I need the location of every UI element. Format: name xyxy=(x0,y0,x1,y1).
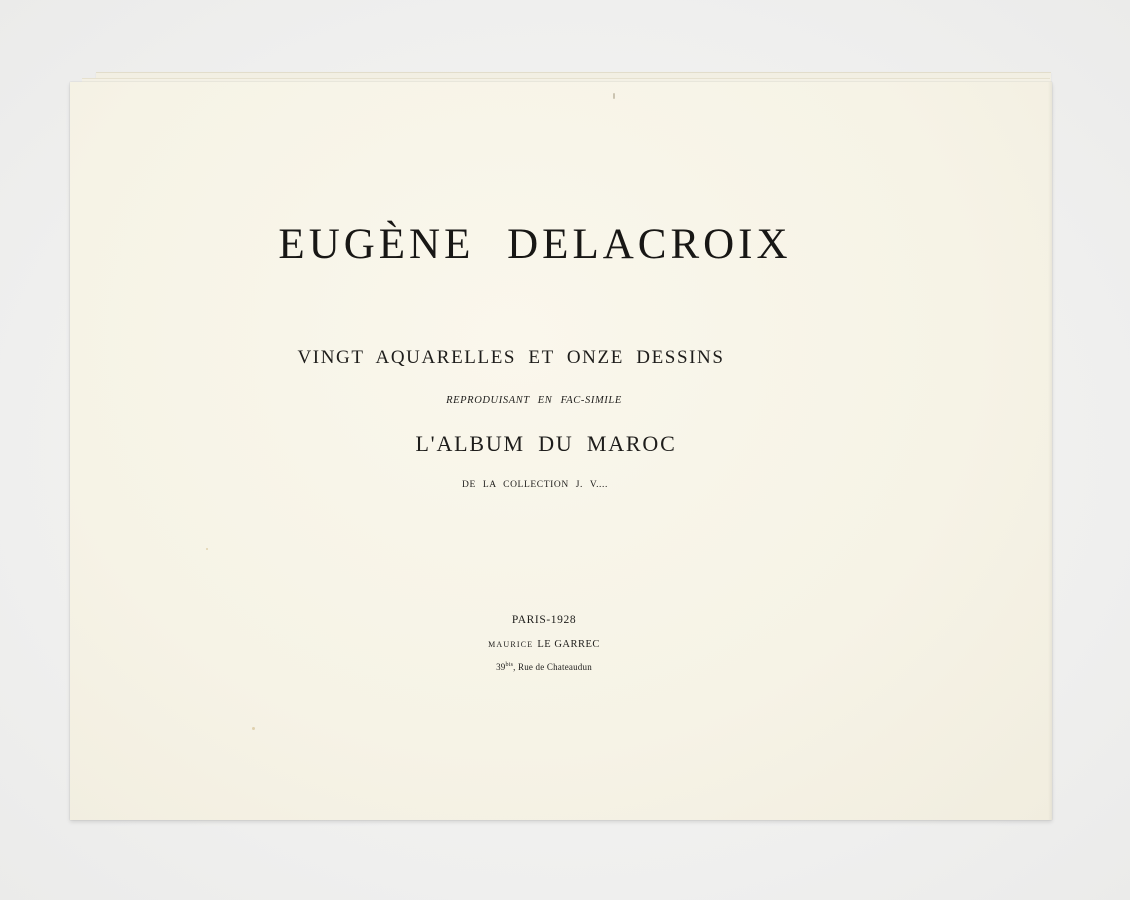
title-page xyxy=(70,82,1052,820)
paper-fleck xyxy=(252,727,255,730)
paper-fleck xyxy=(206,548,208,550)
address-number: 39 xyxy=(496,662,506,672)
publisher-last-name: LE GARREC xyxy=(537,639,600,650)
address-street: , Rue de Chateaudun xyxy=(513,662,592,672)
album-title: L'ALBUM DU MAROC xyxy=(415,431,677,456)
place-date: PARIS-1928 xyxy=(511,614,577,626)
book-subtitle: VINGT AQUARELLES ET ONZE DESSINS xyxy=(297,347,725,368)
address-suffix: bis xyxy=(505,662,514,668)
publisher-first-name: MAURICE xyxy=(488,640,534,649)
paper-fleck xyxy=(613,93,615,99)
publisher-line xyxy=(53,639,1035,650)
book-title: EUGÈNE DELACROIX xyxy=(278,221,792,268)
page-edge-shadow xyxy=(1048,82,1052,820)
publisher-address xyxy=(53,662,1035,672)
collection-line: DE LA COLLECTION J. V.... xyxy=(462,480,608,490)
reproduction-note: REPRODUISANT EN FAC-SIMILE xyxy=(446,395,622,406)
